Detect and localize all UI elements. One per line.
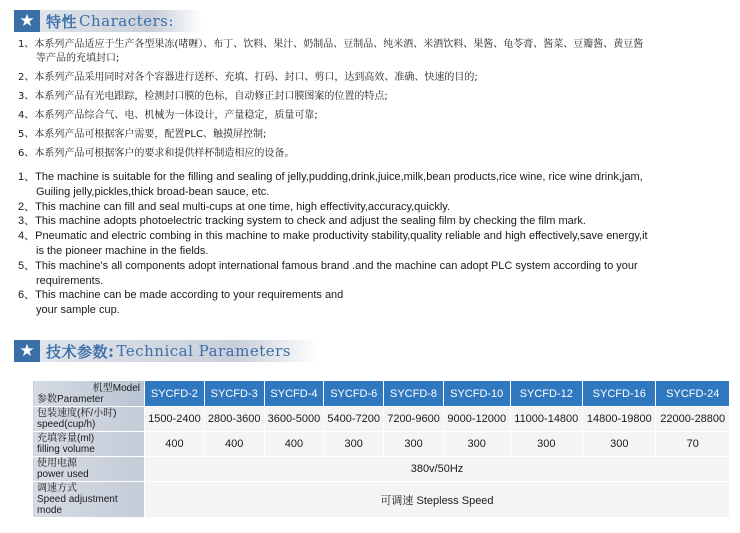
cn-item-text: 本系列产品采用同时对各个容器进行送杯、充填、打码、封口、剪口，达到高效、准确、快速的目的; [34,72,478,83]
table-cell: 5400-7200 [324,407,384,432]
table-cell: 2800-3600 [204,407,264,432]
cn-item-number: 6、 [18,148,35,159]
corner-model-label: 机型Model [92,382,140,394]
cn-item-text: 本系列产品综合气、电、机械为一体设计，产量稳定，质量可靠; [34,110,318,121]
cn-item-text: 本系列产品适应于生产各型果冻(啫喱）、布丁、饮料、果汁、奶制品、豆制品、纯米酒、米酒饮料、果酱、龟苓膏、酱菜、豆瓣酱、黄豆酱 [34,39,644,50]
table-cell: 400 [145,432,205,457]
technical-title-cn: 技术参数: [46,342,115,361]
cn-item-number: 2、 [18,72,35,83]
en-item-number: 5、 [18,259,36,272]
technical-banner [14,340,319,362]
table-cell: 300 [384,432,444,457]
en-item-continuation: your sample cup. [36,304,120,317]
corner-param-label: 参数Parameter [37,393,104,405]
model-header: SYCFD-24 [656,381,730,407]
table-cell: 300 [324,432,384,457]
cn-item [18,38,730,66]
row-label [33,457,145,482]
technical-title [40,340,319,362]
en-item [18,200,734,215]
cn-item-number: 4、 [18,110,35,121]
row-label-cn: 调速方式 [37,483,77,494]
en-item [18,288,734,318]
model-header: SYCFD-6 [324,381,384,407]
model-header: SYCFD-4 [264,381,324,407]
row-label-en: Speed adjustment mode [37,494,118,516]
table-row [33,457,730,482]
model-header: SYCFD-16 [583,381,656,407]
row-label-en: filling volume [37,444,95,455]
technical-title-en: Technical Parameters [116,342,291,360]
row-label-cn: 充填容量(ml) [37,433,95,444]
cn-item-number: 1、 [18,39,35,50]
table-cell: 1500-2400 [145,407,205,432]
row-label [33,482,145,518]
en-item-text: This machine can fill and seal multi-cups at one time, high effectivity,accuracy,quickly. [35,200,451,213]
cn-item-continuation: 等产品的充填封口; [36,53,120,64]
en-item-continuation: is the pioneer machine in the fields. [36,244,209,257]
table-cell: 14800-19800 [583,407,656,432]
star-icon: ★ [14,10,40,32]
en-item [18,259,734,289]
parameters-table [32,380,730,518]
en-item-number: 4、 [18,230,36,243]
table-cell: 22000-28800 [656,407,730,432]
model-header: SYCFD-3 [204,381,264,407]
en-item-number: 2、 [18,200,36,213]
cn-item [18,128,730,142]
row-label-cn: 包装速度(杯/小时) [37,408,117,419]
en-item-text: This machine adopts photoelectric tracking system to check and adjust the sealing film by checking the film mark. [35,215,586,228]
table-cell: 可调速 Stepless Speed [145,482,730,518]
row-label-en: speed(cup/h) [37,419,96,430]
characters-title [40,10,202,32]
en-item-number: 6、 [18,289,36,302]
en-item-text: The machine is suitable for the filling and sealing of jelly,pudding,drink,juice,milk,bean products,rice wine, rice wine drink,jam, [35,171,643,183]
en-item-text: This machine can be made according to your requirements and [35,289,344,302]
en-item-continuation: requirements. [36,274,104,287]
table-header-row [33,381,730,407]
cn-item-text: 本系列产品有光电跟踪，检测封口膜的色标，自动修正封口膜图案的位置的特点; [34,91,388,102]
en-item [18,170,734,200]
characters-cn-list [18,38,730,166]
table-cell: 400 [264,432,324,457]
table-row [33,482,730,518]
table-cell: 7200-9600 [384,407,444,432]
table-cell: 3600-5000 [264,407,324,432]
table-cell: 380v/50Hz [145,457,730,482]
table-cell: 9000-12000 [443,407,510,432]
en-item-number: 3、 [18,215,36,228]
characters-title-en: Characters: [79,12,174,30]
cn-item [18,109,730,123]
table-cell: 400 [204,432,264,457]
row-label-en: power used [37,469,89,480]
en-item [18,229,734,259]
table-cell: 11000-14800 [510,407,583,432]
cn-item-number: 5、 [18,129,35,140]
row-label [33,407,145,432]
en-item-continuation: Guiling jelly,pickles,thick broad-bean sauce, etc. [36,185,270,198]
table-cell: 300 [583,432,656,457]
model-header: SYCFD-12 [510,381,583,407]
row-label-cn: 使用电源 [37,458,77,469]
model-header: SYCFD-2 [145,381,205,407]
cn-item-text: 本系列产品可根据客户的要求和提供样杯制造相应的设备。 [34,148,295,159]
en-item-number: 1、 [18,171,36,183]
table-corner-cell [33,381,145,407]
cn-item [18,71,730,85]
model-header: SYCFD-10 [443,381,510,407]
star-icon: ★ [14,340,40,362]
en-item [18,214,734,229]
table-cell: 300 [510,432,583,457]
characters-title-cn: 特性 [46,12,78,31]
row-label [33,432,145,457]
table-cell: 70 [656,432,730,457]
cn-item-text: 本系列产品可根据客户需要，配置PLC、触摸屏控制; [34,129,267,140]
cn-item [18,147,730,161]
en-item-text: This machine's all components adopt international famous brand .and the machine can adopt PLC system according to your [35,259,638,272]
characters-en-list [18,170,734,318]
table-cell: 300 [443,432,510,457]
cn-item [18,90,730,104]
cn-item-number: 3、 [18,91,35,102]
table-row [33,432,730,457]
model-header: SYCFD-8 [384,381,444,407]
table-row [33,407,730,432]
en-item-text: Pneumatic and electric combing in this machine to make productivity stability,quality reliable and high effectively,save energy,it [35,230,648,243]
characters-banner [14,10,202,32]
